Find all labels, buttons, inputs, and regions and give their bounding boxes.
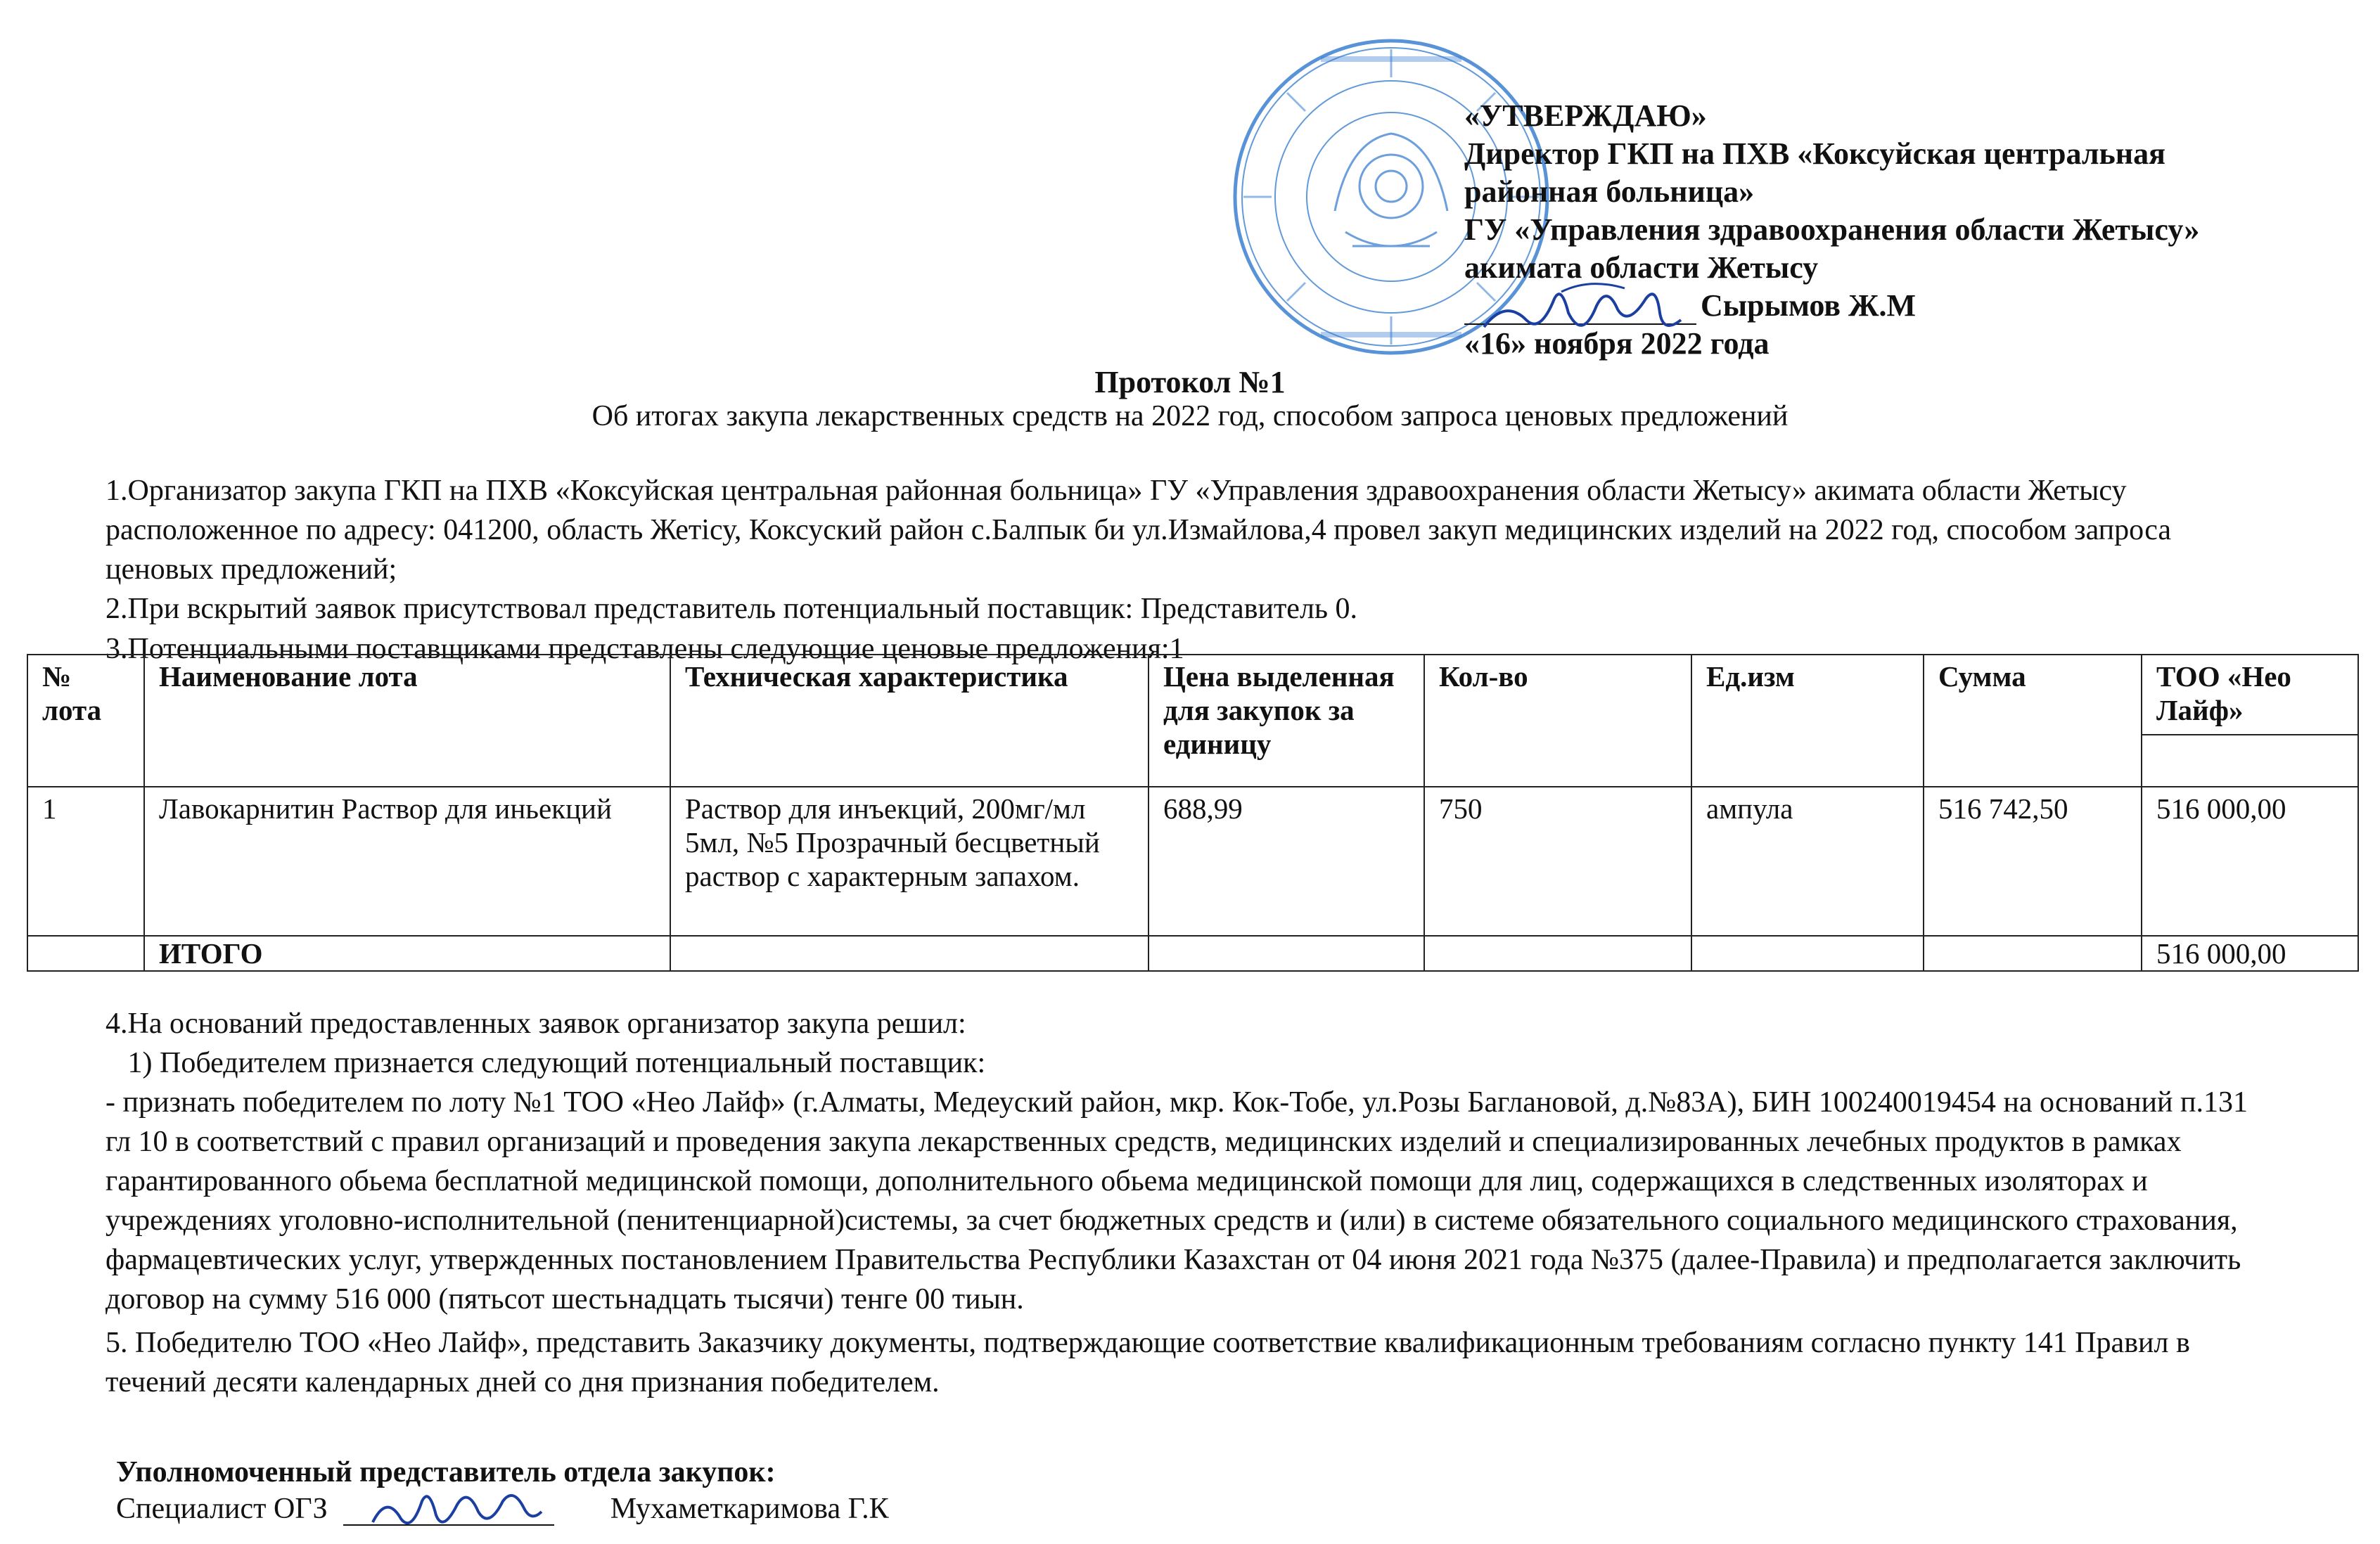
specialist-signature	[366, 1480, 549, 1536]
paragraph-organizer: 1.Организатор закупа ГКП на ПХВ «Коксуйская центральная районная больница» ГУ «Управления здравоохранения области Жетысу» акимата области Жетысу расположенное по адресу: 041200, область Жетісу, Коксуский район с.Балпык би ул.Измайлова,4 провел закуп медицинских изделий на 2022 год, способом запроса ценовых предложений;	[105, 475, 2171, 586]
total-empty-cell	[1924, 936, 2142, 971]
table-total-row	[27, 936, 2358, 971]
protocol-title: Протокол №1	[1094, 365, 1286, 399]
cell-sum: 516 742,50	[1924, 787, 2142, 936]
header-qty: Кол-во	[1424, 655, 1691, 787]
signer-heading: Уполномоченный представитель отдела закупок:	[116, 1456, 776, 1488]
cell-supplier-offer: 516 000,00	[2142, 787, 2358, 936]
header-spec: Техническая характеристика	[670, 655, 1149, 787]
table-header-row	[27, 655, 2358, 735]
header-lot-no: № лота	[27, 655, 144, 787]
signer-position: Специалист ОГЗ	[116, 1493, 328, 1525]
cell-qty: 750	[1424, 787, 1691, 936]
signer-name: Мухаметкаримова Г.К	[610, 1493, 889, 1525]
total-empty-cell	[670, 936, 1149, 971]
paragraph-decision: 4.На оснований предоставленных заявок организатор закупа решил:	[105, 1008, 966, 1040]
header-supplier: ТОО «Нео Лайф»	[2142, 655, 2358, 735]
header-price: Цена выделенная для закупок за единицу	[1149, 655, 1424, 787]
approval-date: «16» ноября 2022 года	[1464, 326, 1770, 361]
cell-lot-name: Лавокарнитин Раствор для иньекций	[144, 787, 670, 936]
header-unit: Ед.изм	[1691, 655, 1924, 787]
paragraph-documents: 5. Победителю ТОО «Нео Лайф», представить Заказчику документы, подтверждающие соответствие квалификационным требованиям согласно пункту 141 Правил в течений десяти календарных дней со дня признания победителем.	[105, 1327, 2190, 1398]
total-empty-cell	[1149, 936, 1424, 971]
approval-position-line1: Директор ГКП на ПХВ «Коксуйская центральная	[1464, 136, 2165, 171]
paragraph-winner-intro: 1) Победителем признается следующий потенциальный поставщик:	[105, 1047, 986, 1079]
cell-price: 688,99	[1149, 787, 1424, 936]
table-row	[27, 787, 2358, 936]
approval-signer-name: Сырымов Ж.М	[1701, 288, 1917, 323]
approval-position-line2: районная больница»	[1464, 174, 1755, 209]
cell-spec: Раствор для инъекций, 200мг/мл 5мл, №5 Прозрачный бесцветный раствор с характерным запахом.	[670, 787, 1149, 936]
total-label: ИТОГО	[144, 936, 670, 971]
header-lot-name: Наименование лота	[144, 655, 670, 787]
subheader-supplier-cell	[2142, 735, 2358, 787]
protocol-subtitle: Об итогах закупа лекарственных средств на 2022 год, способом запроса ценовых предложений	[591, 400, 1789, 432]
cell-unit: ампула	[1691, 787, 1924, 936]
total-value: 516 000,00	[2142, 936, 2358, 971]
total-empty-cell	[27, 936, 144, 971]
approval-heading: «УТВЕРЖДАЮ»	[1464, 98, 1707, 133]
cell-lot-no: 1	[27, 787, 144, 936]
total-empty-cell	[1691, 936, 1924, 971]
paragraph-offers: 3.Потенциальными поставщиками представлены следующие ценовые предложения:1	[105, 633, 1184, 665]
approval-akimat-line: акимата области Жетысу	[1464, 250, 1819, 285]
approval-org-line: ГУ «Управления здравоохранения области Жетысу»	[1464, 212, 2200, 247]
paragraph-winner-details: - признать победителем по лоту №1 ТОО «Нео Лайф» (г.Алматы, Медеуский район, мкр. Кок-Тобе, ул.Розы Баглановой, д.№83А), БИН 100240019454 на оснований п.131 гл 10 в соответствий с правил организаций и проведения закупа лекарственных средств, медицинских изделий и специализированных лечебных продуктов в рамках гарантированного обьема бесплатной медицинской помощи, дополнительного обьема медицинской помощи для лиц, содержащихся в следственных изоляторах и учреждениях уголовно-исполнительной (пенитенциарной)системы, за счет бюджетных средств и (или) в системе обязательного социального медицинского страхования, фармацевтических услуг, утвержденных постановлением Правительства Республики Казахстан от 04 июня 2021 года №375 (далее-Правила) и предполагается заключить договор на сумму 516 000 (пятьсот шестьнадцать тысячи) тенге 00 тиын.	[105, 1086, 2248, 1315]
offers-table	[27, 654, 2359, 972]
header-sum: Сумма	[1924, 655, 2142, 787]
paragraph-attendance: 2.При вскрытий заявок присутствовал представитель потенциальный поставщик: Представитель 0.	[105, 593, 1358, 625]
director-signature	[1477, 271, 1688, 348]
total-empty-cell	[1424, 936, 1691, 971]
